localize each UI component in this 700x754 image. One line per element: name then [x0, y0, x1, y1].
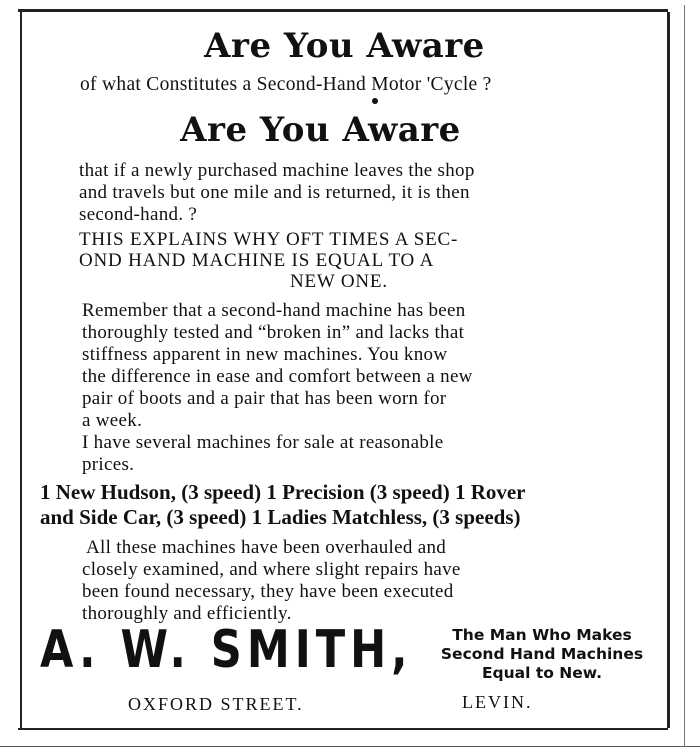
caps-line: OND HAND MACHINE IS EQUAL TO A: [79, 250, 435, 271]
paragraph-2-line: pair of boots and a pair that has been worn for: [82, 388, 447, 409]
address-street: OXFORD STREET.: [128, 694, 304, 714]
machine-line: 1 New Hudson, (3 speed) 1 Precision (3 speed) 1 Rover: [40, 480, 526, 504]
paragraph-1-line: second-hand. ?: [79, 204, 198, 225]
paragraph-2-line: a week.: [82, 410, 143, 431]
tagline-line: The Man Who Makes: [452, 626, 632, 644]
address-town: LEVIN.: [462, 692, 533, 712]
advertiser-name: A. W. SMITH,: [40, 620, 413, 680]
paragraph-2-line: the difference in ease and comfort between a new: [82, 366, 473, 387]
paragraph-3-line: been found necessary, they have been executed: [82, 581, 454, 602]
paragraph-2-line: I have several machines for sale at reasonable: [82, 432, 444, 453]
paragraph-3-line: All these machines have been overhauled and: [86, 537, 447, 558]
paragraph-3-line: closely examined, and where slight repairs have: [82, 559, 461, 580]
outer-bottom-rule: [0, 746, 700, 747]
paragraph-2-line: Remember that a second-hand machine has been: [82, 300, 466, 321]
paragraph-2-line: prices.: [82, 454, 135, 475]
paragraph-1-line: that if a newly purchased machine leaves the shop: [79, 160, 475, 181]
tagline-line: Equal to New.: [481, 664, 603, 682]
paragraph-1-line: and travels but one mile and is returned, it is then: [79, 182, 470, 203]
paragraph-2-line: thoroughly tested and “broken in” and lacks that: [82, 322, 465, 343]
caps-line: THIS EXPLAINS WHY OFT TIMES A SEC-: [79, 229, 459, 250]
machine-line: and Side Car, (3 speed) 1 Ladies Matchless, (3 speeds): [40, 505, 521, 529]
tagline-line: Second Hand Machines: [440, 645, 644, 663]
bottom-rule: [18, 728, 668, 730]
subheadline: of what Constitutes a Second-Hand Motor 'Cycle ?: [80, 74, 492, 95]
right-margin-rule: [684, 5, 685, 747]
headline-2: Are You Aware: [180, 110, 461, 150]
headline-1: Are You Aware: [204, 26, 485, 66]
advertisement: [20, 12, 670, 728]
paragraph-3-line: thoroughly and efficiently.: [82, 603, 292, 624]
paragraph-2-line: stiffness apparent in new machines. You know: [82, 344, 448, 365]
bullet-dot: [372, 98, 378, 104]
caps-line: NEW ONE.: [290, 271, 388, 292]
